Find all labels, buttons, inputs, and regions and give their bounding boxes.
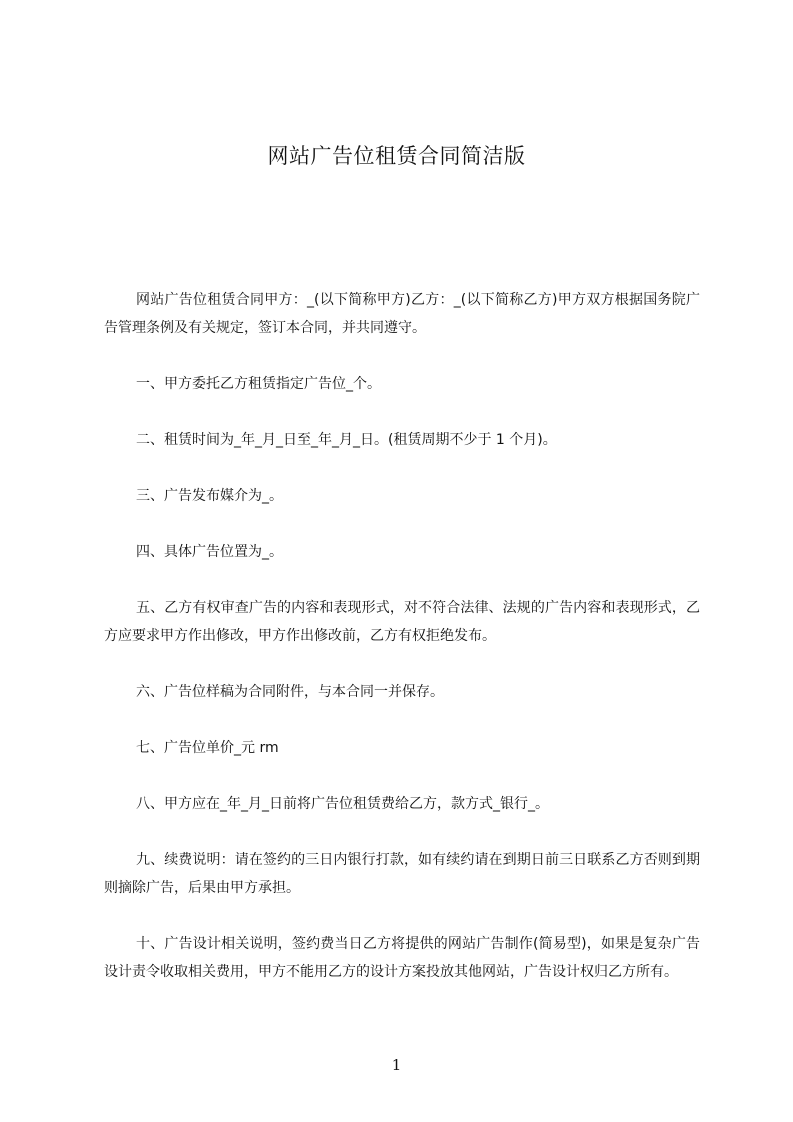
clause-10: 十、广告设计相关说明，签约费当日乙方将提供的网站广告制作(简易型)，如果是复杂广告设计责令收取相关费用，甲方不能用乙方的设计方案投放其他网站，广告设计权归乙方所有。 [104, 936, 700, 980]
clause-8: 八、甲方应在_年_月_日前将广告位租赁费给乙方，款方式_银行_。 [136, 796, 549, 812]
clause-2: 二、租赁时间为_年_月_日至_年_月_日。(租赁周期不少于 1 个月)。 [136, 432, 557, 448]
clause-5: 五、乙方有权审查广告的内容和表现形式，对不符合法律、法规的广告内容和表现形式，乙方应要求甲方作出修改，甲方作出修改前，乙方有权拒绝发布。 [104, 600, 700, 644]
document-title: 网站广告位租赁合同简洁版 [267, 144, 526, 168]
clause-4: 四、具体广告位置为_。 [136, 544, 283, 560]
clause-3: 三、广告发布媒介为_。 [136, 488, 283, 504]
document-body [104, 286, 700, 986]
clause-6: 六、广告位样稿为合同附件，与本合同一并保存。 [136, 684, 444, 700]
clause-9: 九、续费说明：请在签约的三日内银行打款，如有续约请在到期日前三日联系乙方否则到期则摘除广告，后果由甲方承担。 [104, 852, 700, 896]
clause-7: 七、广告位单价_元 rm [136, 740, 279, 756]
clause-1: 一、甲方委托乙方租赁指定广告位_个。 [136, 376, 381, 392]
intro-paragraph: 网站广告位租赁合同甲方：_(以下简称甲方)乙方：_(以下简称乙方)甲方双方根据国务院广告管理条例及有关规定，签订本合同，并共同遵守。 [104, 292, 700, 336]
page-number: 1 [391, 1056, 402, 1074]
